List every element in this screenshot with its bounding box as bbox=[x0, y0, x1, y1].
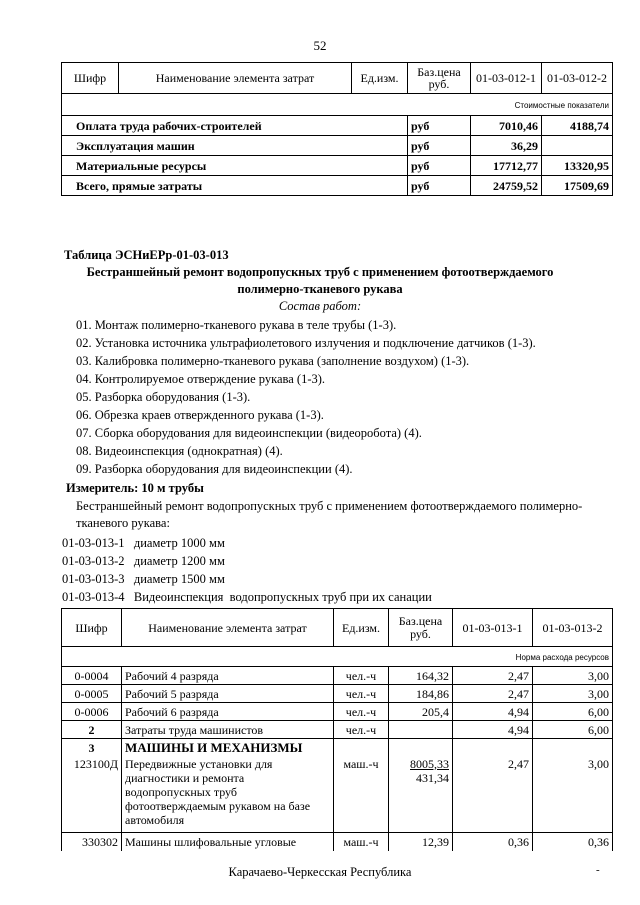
header-col2: 01-03-013-2 bbox=[533, 609, 613, 647]
row-name-line: Передвижные установки для bbox=[125, 756, 273, 771]
list-item: 03. Калибровка полимерно-тканевого рукава (заполнение воздухом) (1-3). bbox=[76, 354, 470, 368]
footer-mark: - bbox=[596, 864, 600, 876]
row-code: 0-0004 bbox=[62, 667, 122, 685]
cost-table-1 bbox=[61, 62, 613, 196]
row-price-secondary: 431,34 bbox=[416, 770, 449, 785]
table-title: Таблица ЭСНиЕРр-01-03-013 bbox=[64, 248, 229, 262]
row-name: Машины шлифовальные угловые bbox=[122, 833, 334, 851]
row-code: 2 bbox=[62, 721, 122, 739]
row-v2: 0,36 bbox=[533, 833, 613, 851]
row-unit: руб bbox=[408, 116, 471, 136]
list-item: 04. Контролируемое отверждение рукава (1-3). bbox=[76, 372, 326, 386]
row-v2: 3,00 bbox=[533, 667, 613, 685]
list-item: 06. Обрезка краев отвержденного рукава (1-3). bbox=[76, 408, 324, 422]
composition-title: Состав работ: bbox=[278, 299, 362, 313]
row-name: Всего, прямые затраты bbox=[62, 176, 408, 196]
row-name-line: автомобиля bbox=[125, 812, 185, 827]
row-price bbox=[389, 721, 453, 739]
row-name: Рабочий 5 разряда bbox=[122, 685, 334, 703]
row-code: 3 bbox=[62, 739, 122, 757]
description-line-2: тканевого рукава: bbox=[76, 516, 170, 530]
footer-region: Карачаево-Черкесская Республика bbox=[228, 865, 412, 879]
row-code: 330302 bbox=[62, 833, 122, 851]
row-name: МАШИНЫ И МЕХАНИЗМЫ bbox=[122, 739, 334, 757]
header-unit: Ед.изм. bbox=[334, 609, 389, 647]
table-row bbox=[62, 739, 613, 757]
row-v1: 36,29 bbox=[471, 136, 542, 156]
row-unit: руб bbox=[408, 176, 471, 196]
row-price: 12,39 bbox=[389, 833, 453, 851]
table-header-row bbox=[62, 63, 613, 94]
row-v1: 4,94 bbox=[453, 721, 533, 739]
list-item: 07. Сборка оборудования для видеоинспекции (видеоробота) (4). bbox=[76, 426, 422, 440]
row-code: 123100Д bbox=[62, 757, 122, 833]
row-price: 164,32 bbox=[389, 667, 453, 685]
header-code: Шифр bbox=[62, 63, 119, 94]
list-item: 01-03-013-2 диаметр 1200 мм bbox=[62, 554, 225, 568]
row-v2: 17509,69 bbox=[542, 176, 613, 196]
header-unit: Ед.изм. bbox=[352, 63, 408, 94]
row-price: 205,4 bbox=[389, 703, 453, 721]
list-item: 01-03-013-1 диаметр 1000 мм bbox=[62, 536, 225, 550]
row-code: 0-0006 bbox=[62, 703, 122, 721]
row-unit bbox=[334, 739, 389, 757]
row-name bbox=[122, 757, 334, 833]
table-row bbox=[62, 116, 613, 136]
row-name-line: диагностики и ремонта bbox=[125, 770, 245, 785]
row-unit: руб bbox=[408, 156, 471, 176]
page-number: 52 bbox=[313, 38, 327, 53]
row-v1: 7010,46 bbox=[471, 116, 542, 136]
row-v1: 2,47 bbox=[453, 685, 533, 703]
row-name: Рабочий 6 разряда bbox=[122, 703, 334, 721]
row-name-line: водопропускных труб bbox=[125, 784, 238, 799]
header-code: Шифр bbox=[62, 609, 122, 647]
section-heading-2: полимерно-тканевого рукава bbox=[237, 282, 403, 296]
row-v2: 6,00 bbox=[533, 721, 613, 739]
measure-unit: Измеритель: 10 м трубы bbox=[66, 481, 204, 495]
row-v2: 3,00 bbox=[533, 757, 613, 833]
row-v1: 4,94 bbox=[453, 703, 533, 721]
list-item: 08. Видеоинспекция (однократная) (4). bbox=[76, 444, 283, 458]
header-name: Наименование элемента затрат bbox=[122, 609, 334, 647]
section-row bbox=[62, 94, 613, 116]
header-name: Наименование элемента затрат bbox=[119, 63, 352, 94]
row-price bbox=[389, 757, 453, 833]
resource-table-2 bbox=[61, 608, 613, 851]
row-v2: 13320,95 bbox=[542, 156, 613, 176]
row-v2: 3,00 bbox=[533, 685, 613, 703]
row-unit: чел.-ч bbox=[334, 703, 389, 721]
row-v1 bbox=[453, 739, 533, 757]
row-unit: маш.-ч bbox=[334, 833, 389, 851]
row-name: Оплата труда рабочих-строителей bbox=[62, 116, 408, 136]
row-name: Эксплуатация машин bbox=[62, 136, 408, 156]
row-name-line: фотоотверждаемым рукавом на базе bbox=[125, 798, 311, 813]
list-item: 02. Установка источника ультрафиолетового излучения и подключение датчиков (1-3). bbox=[76, 336, 536, 350]
table-row bbox=[62, 667, 613, 685]
row-v2 bbox=[542, 136, 613, 156]
header-col1: 01-03-012-1 bbox=[471, 63, 542, 94]
table-row bbox=[62, 721, 613, 739]
row-v1: 2,47 bbox=[453, 757, 533, 833]
row-v2: 4188,74 bbox=[542, 116, 613, 136]
row-v1: 17712,77 bbox=[471, 156, 542, 176]
list-item: 01. Монтаж полимерно-тканевого рукава в теле трубы (1-3). bbox=[76, 318, 397, 332]
table-row bbox=[62, 176, 613, 196]
table-row bbox=[62, 833, 613, 851]
row-unit: чел.-ч bbox=[334, 667, 389, 685]
section-row bbox=[62, 647, 613, 667]
section-heading-1: Бестраншейный ремонт водопропускных труб с применением фотоотверждаемого bbox=[86, 265, 554, 279]
row-name: Материальные ресурсы bbox=[62, 156, 408, 176]
row-unit: чел.-ч bbox=[334, 721, 389, 739]
table-header-row bbox=[62, 609, 613, 647]
list-item: 09. Разборка оборудования для видеоинспекции (4). bbox=[76, 462, 353, 476]
header-col2: 01-03-012-2 bbox=[542, 63, 613, 94]
header-price: Баз.цена руб. bbox=[408, 63, 471, 94]
row-v1: 2,47 bbox=[453, 667, 533, 685]
row-price bbox=[389, 739, 453, 757]
list-item: 01-03-013-4 Видеоинспекция водопропускных труб при их санации bbox=[62, 590, 432, 604]
row-price: 184,86 bbox=[389, 685, 453, 703]
row-unit: маш.-ч bbox=[334, 757, 389, 833]
table-row bbox=[62, 703, 613, 721]
row-unit: руб bbox=[408, 136, 471, 156]
header-price: Баз.цена руб. bbox=[389, 609, 453, 647]
row-v1: 24759,52 bbox=[471, 176, 542, 196]
table-row bbox=[62, 757, 613, 833]
row-unit: чел.-ч bbox=[334, 685, 389, 703]
table-row bbox=[62, 156, 613, 176]
row-price-main: 8005,33 bbox=[410, 756, 449, 771]
description-line-1: Бестраншейный ремонт водопропускных труб с применением фотоотверждаемого полимерно- bbox=[76, 499, 583, 513]
row-name: Рабочий 4 разряда bbox=[122, 667, 334, 685]
row-code: 0-0005 bbox=[62, 685, 122, 703]
row-name: Затраты труда машинистов bbox=[122, 721, 334, 739]
header-col1: 01-03-013-1 bbox=[453, 609, 533, 647]
row-v2 bbox=[533, 739, 613, 757]
section-label: Стоимостные показатели bbox=[62, 94, 613, 116]
table-row bbox=[62, 136, 613, 156]
table-row bbox=[62, 685, 613, 703]
list-item: 05. Разборка оборудования (1-3). bbox=[76, 390, 251, 404]
row-v2: 6,00 bbox=[533, 703, 613, 721]
list-item: 01-03-013-3 диаметр 1500 мм bbox=[62, 572, 225, 586]
section-label: Норма расхода ресурсов bbox=[62, 647, 613, 667]
row-v1: 0,36 bbox=[453, 833, 533, 851]
